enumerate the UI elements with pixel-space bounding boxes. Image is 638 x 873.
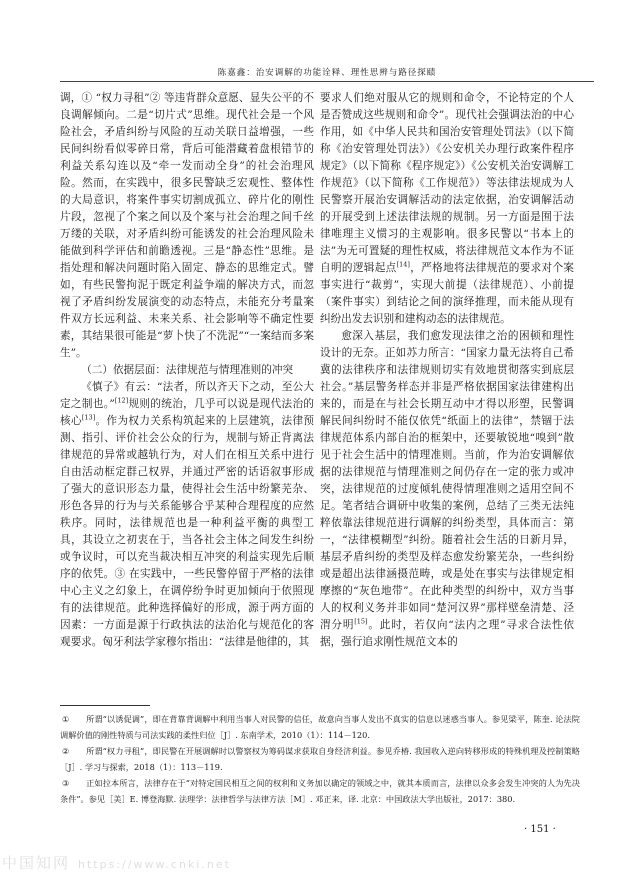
citation-14: [14] xyxy=(396,260,410,269)
footnote-3 xyxy=(60,776,580,807)
footnote-2 xyxy=(60,744,580,775)
page-number: · 151 · xyxy=(524,824,556,835)
citation-15: [15] xyxy=(354,617,368,626)
right-paragraph-1-part-a: 要求人们绝对服从它的规则和命令，不论特定的个人是否赞成这些规则和命令”。现代社会强调法治的中心作用，如《中华人民共和国治安管理处罚法》（以下简称《治安管理处罚法》）《公安机关办理行政案件程序规定》（以下简称《程序规定》）《公安机关治安调解工作规范》（以下简称《工作规范》）等法律法规成为人民警察开展治安调解活动的法定依据，治安调解活动的开展受到上述法律法规的规制。另一方面是囿于法律唯理主义惯习的主观影响。很多民警以“书本上的法”为无可置疑的理性权威，将法律规范文本作为不证自明的逻辑起点 xyxy=(320,92,574,274)
running-title: 陈嘉鑫：治安调解的功能诠释、理性思辨与路径探赜 xyxy=(217,68,437,78)
footnotes xyxy=(60,712,580,808)
right-paragraph-2-part-b: 。此时，若仅向“法内之理”寻求合法性依据，强行追求刚性规范文本的 xyxy=(320,619,574,648)
watermark-main: 中国知网 xyxy=(2,854,71,872)
footnote-divider xyxy=(60,705,150,706)
footnote-2-mark: ② xyxy=(62,746,70,756)
footnote-1-mark: ① xyxy=(62,714,70,724)
right-column xyxy=(320,90,574,651)
footnote-1 xyxy=(60,712,580,743)
left-paragraph-2-part-b: 规则的统治，几乎可以说是现代法治的核心 xyxy=(60,398,315,427)
footnote-2-text: 所谓“权力寻租”，即民警在开展调解时以警察权为筹码谋求获取自身经济利益。参见乔椿. 我国收入逆向转移形成的特殊机理及控制策略［J］. 学习与探索，2018（1）：113－119. xyxy=(60,746,580,772)
footnote-3-text: 正如拉本所言，法律存在于“对特定国民相互之间的权利和义务加以确定的领域之中，就其本质而言，法律以众多会发生冲突的人为先决条件”。参见［美］E. 博登海默. 法理学：法律哲学与法律方法［M］. 邓正来，译. 北京：中国政法大学出版社，2017：380. xyxy=(60,778,580,804)
right-paragraph-2 xyxy=(320,328,574,651)
left-column xyxy=(60,90,314,651)
right-paragraph-2-part-a: 愈深入基层，我们愈发现法律之治的困顿和理性设计的无奈。正如苏力所言：“国家力量无法将自己希冀的法律秩序和法律规则切实有效地贯彻落实到底层社会。”基层警务样态并非是严格依据国家法律建构出来的，而是在与社会长期互动中才得以形塑，民警调解民间纠纷时不能仅依凭“纸面上的法律”，禁锢于法律规范体系内部自治的框架中，还要敏锐地“嗅到”散见于社会生活中的情理准则。当前，作为治安调解依据的法律规范与情理准则之间仍存在一定的张力或冲突，法律规范的过度倾轧使得情理准则之适用空间不足。笔者结合调研中收集的案例，总结了三类无法纯粹依靠法律规范进行调解的纠纷类型，具体而言：第一，“法律模糊型”纠纷。随着社会生活的日新月异，基层矛盾纠纷的类型及样态愈发纷繁芜杂，一些纠纷或是超出法律涵摄范畴，或是处在事实与法律规定相摩擦的“灰色地带”。在此种类型的纠纷中，双方当事人的权利义务并非如同“楚河汉界”那样壁垒清楚、泾渭分明 xyxy=(320,330,574,631)
left-paragraph-2-part-a: 《慎子》有云：“法者，所以齐天下之动，至公大定之制也。” xyxy=(60,381,314,410)
cnki-watermark xyxy=(2,852,231,873)
section-heading: （二）依据层面：法律规范与情理准则的冲突 xyxy=(81,364,294,376)
left-paragraph-1: 调，① “权力寻租”② 等违背群众意愿、显失公平的不良调解倾向。二是“切片式”思维。现代社会是一个风险社会，矛盾纠纷与风险的互动关联日益增强，一些民间纠纷看似零碎日常，背后可能潜藏着盘根错节的利益关系勾连以及“牵一发而动全身”的社会治理风险。然而，在实践中，很多民警缺乏宏观性、整体性的大局意识，将案件事实切割成孤立、碎片化的刚性片段，忽视了个案之间以及个案与社会治理之间千丝万缕的关联，对矛盾纠纷可能诱发的社会治理风险未能做到科学评估和前瞻透视。三是“静态性”思维。是指处理和解决问题时陷入固定、静态的思维定式。譬如，有些民警拘泥于既定利益争端的解决方式，而忽视了矛盾纠纷发展演变的动态特点，未能充分考量案件双方长远利益、未来关系、社会影响等不确定性要素，其结果很可能是“萝卜快了不洗泥”“一案结而多案生”。 xyxy=(60,92,314,359)
right-paragraph-1 xyxy=(320,90,574,328)
citation-12: [12] xyxy=(114,396,129,405)
watermark-url: https://www.cnki.net xyxy=(78,858,231,871)
running-header xyxy=(60,66,594,82)
footnote-1-text: 所谓“以诱促调”，即在背靠背调解中利用当事人对民警的信任，故意向当事人发出不真实的信息以迷惑当事人。参见梁平，陈奎. 论法院调解价值的刚性特质与司法实践的柔性归位［J］. 东南学术，2010（1）：114－120. xyxy=(60,714,580,740)
left-paragraph-2 xyxy=(60,379,314,651)
right-paragraph-1-part-b: ，严格地将法律规范的要求对个案事实进行“裁剪”，实现大前提（法律规范）、小前提（案件事实）到结论之间的演绎推理，而未能从现有纠纷出发去识别和建构动态的法律规范。 xyxy=(320,262,575,325)
citation-13: [13] xyxy=(81,413,96,422)
left-paragraph-2-part-c: 。作为权力关系构筑起来的上层建筑，法律预测、指引、评价社会公众的行为，规制与矫正背离法律规范的异常或越轨行为，对人们在相互关系中进行自由活动框定群己权界，并通过严密的话语叙事形成了强大的意识形态力量，使得社会生活中纷繁芜杂、形色各异的行为与关系能够合乎某种合理程度的应然秩序。同时，法律规范也是一种利益平衡的典型工具，其设立之初衷在于，当各社会主体之间发生纠纷或争议时，可以充当裁决相互冲突的利益实现先后顺序的依凭。③ 在实践中，一些民警停留于严格的法律中心主义之幻象上，在调停纷争时更加倾向于依照现有的法律规范。此种选择偏好的形成，源于两方面的因素：一方面是源于行政执法的法治化与规范化的客观要求。匈牙利法学家穆尔指出：“法律是他律的，其 xyxy=(60,415,315,648)
footnote-3-mark: ③ xyxy=(62,778,70,788)
